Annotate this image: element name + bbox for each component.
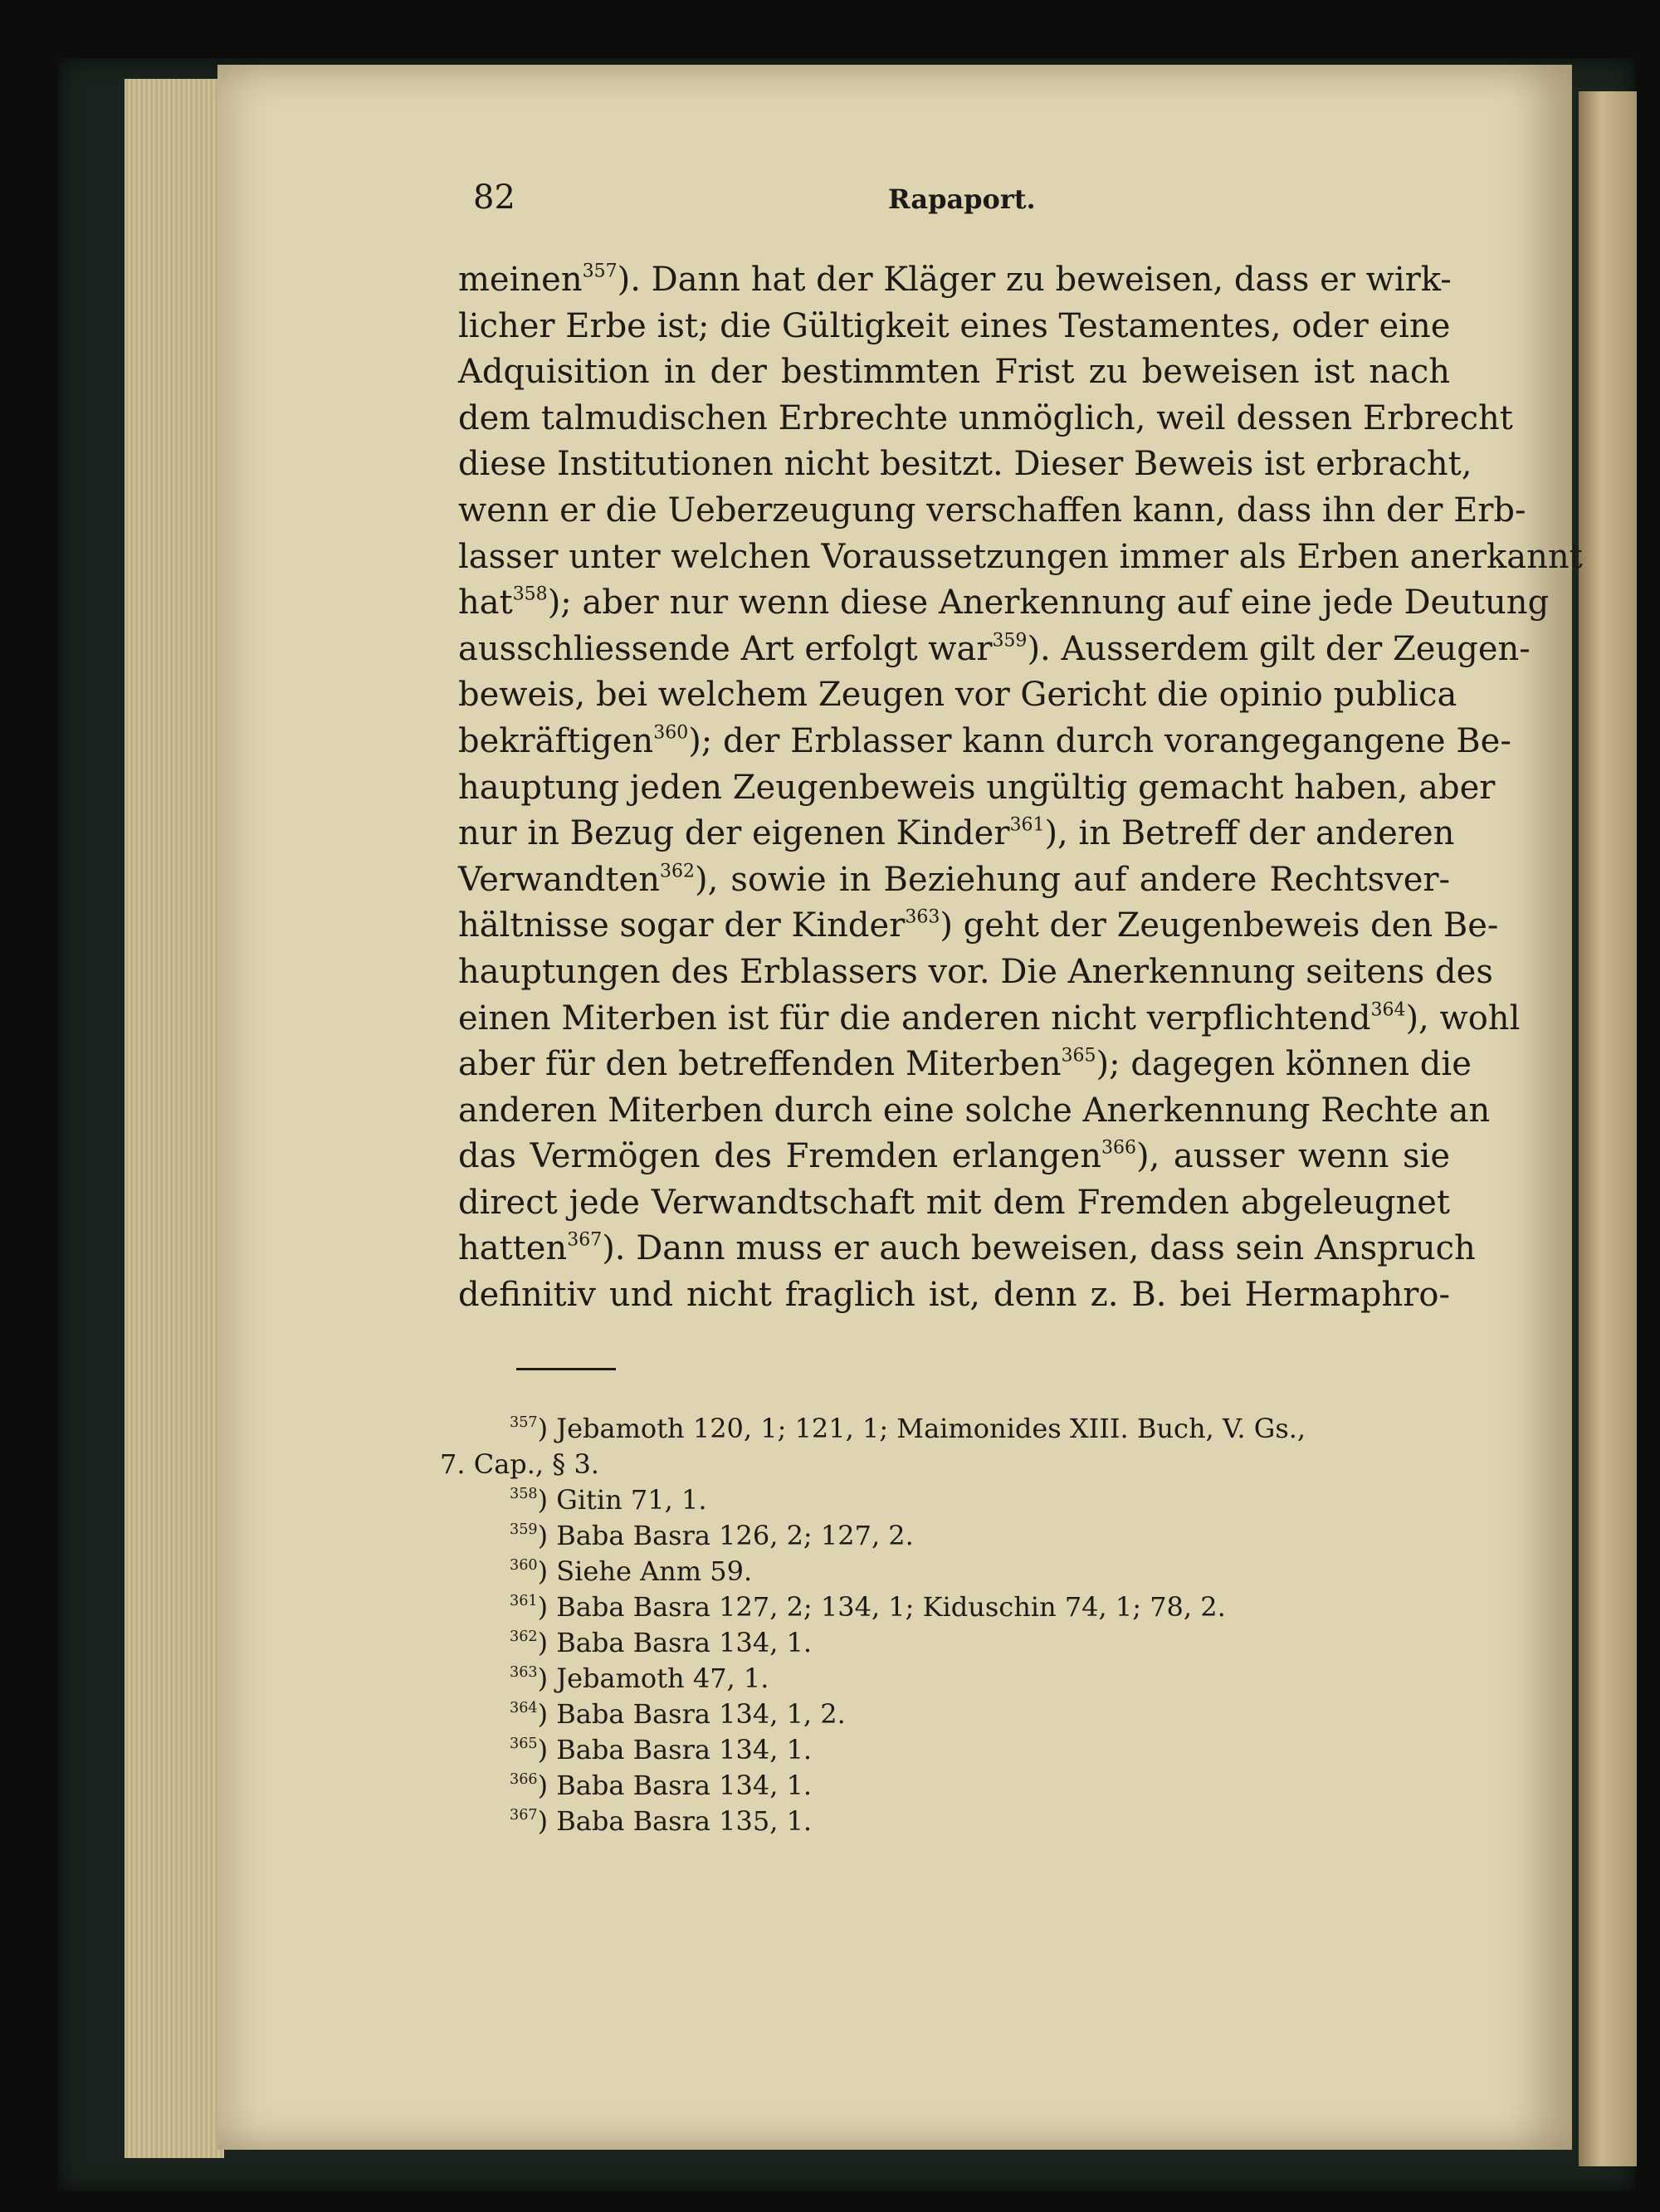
text-line: aber für den betreffenden Miterben$^{365}$); dagegen können die (458, 1045, 1472, 1084)
text-line: anderen Miterben durch eine solche Anerkennung Rechte an (458, 1091, 1491, 1130)
footnote-rule (516, 1368, 616, 1370)
running-head-title: Rapaport. (888, 183, 1036, 215)
text-line: einen Miterben ist für die anderen nicht verpflichtend$^{364}$), wohl (458, 999, 1521, 1038)
text-line: das Vermögen des Fremden erlangen$^{366}$), ausser wenn sie (458, 1137, 1450, 1176)
running-head (473, 178, 1448, 228)
footnote: $^{367}$) Baba Basra 135, 1. (510, 1805, 813, 1837)
text-line: beweis, bei welchem Zeugen vor Gericht die opinio publica (458, 676, 1457, 715)
footnote-continuation: 7. Cap., § 3. (440, 1448, 599, 1480)
text-line: definitiv und nicht fraglich ist, denn z. B. bei Hermaphro- (458, 1276, 1450, 1315)
text-line: lasser unter welchen Voraussetzungen immer als Erben anerkannt (458, 537, 1583, 576)
footnote: $^{358}$) Gitin 71, 1. (510, 1484, 707, 1516)
text-line: hat$^{358}$); aber nur wenn diese Anerkennung auf eine jede Deutung (458, 584, 1550, 623)
text-line: diese Institutionen nicht besitzt. Dieser Beweis ist erbracht, (458, 445, 1472, 484)
footnote: $^{359}$) Baba Basra 126, 2; 127, 2. (510, 1520, 914, 1551)
footnote: $^{364}$) Baba Basra 134, 1, 2. (510, 1698, 846, 1730)
footnote: $^{360}$) Siehe Anm 59. (510, 1555, 753, 1587)
main-text (458, 257, 1583, 1319)
page-number: 82 (473, 178, 515, 217)
text-line: ausschliessende Art erfolgt war$^{359}$). Ausserdem gilt der Zeugen- (458, 629, 1531, 668)
page-edges (124, 79, 224, 2158)
text-line: hauptungen des Erblassers vor. Die Anerkennung seitens des (458, 952, 1493, 991)
text-line: hatten$^{367}$). Dann muss er auch beweisen, dass sein Anspruch (458, 1229, 1476, 1268)
text-line: dem talmudischen Erbrechte unmöglich, weil dessen Erbrecht (458, 398, 1513, 437)
text-line: hältnisse sogar der Kinder$^{363}$) geht der Zeugenbeweis den Be- (458, 906, 1499, 945)
footnote: $^{361}$) Baba Basra 127, 2; 134, 1; Kiduschin 74, 1; 78, 2. (510, 1591, 1226, 1623)
text-line: Adquisition in der bestimmten Frist zu beweisen ist nach (458, 353, 1450, 392)
text-line: hauptung jeden Zeugenbeweis ungültig gemacht haben, aber (458, 768, 1496, 807)
footnote: $^{362}$) Baba Basra 134, 1. (510, 1627, 813, 1658)
text-line: Verwandten$^{362}$), sowie in Beziehung auf andere Rechtsver- (458, 860, 1450, 899)
text-line: direct jede Verwandtschaft mit dem Fremden abgeleugnet (458, 1183, 1450, 1222)
footnote: $^{357}$) Jebamoth 120, 1; 121, 1; Maimonides XIII. Buch, V. Gs., (510, 1413, 1306, 1444)
text-line: bekräftigen$^{360}$); der Erblasser kann durch vorangegangene Be- (458, 721, 1511, 760)
footnote: $^{363}$) Jebamoth 47, 1. (510, 1663, 769, 1694)
text-line: licher Erbe ist; die Gültigkeit eines Testamentes, oder eine (458, 306, 1451, 345)
text-line: wenn er die Ueberzeugung verschaffen kann, dass ihn der Erb- (458, 491, 1526, 530)
adjacent-page-edge (1579, 91, 1637, 2166)
footnotes (440, 1411, 1436, 1839)
footnote: $^{365}$) Baba Basra 134, 1. (510, 1734, 813, 1765)
text-line: meinen$^{357}$). Dann hat der Kläger zu beweisen, dass er wirk- (458, 261, 1452, 299)
footnote: $^{366}$) Baba Basra 134, 1. (510, 1770, 813, 1801)
text-line: nur in Bezug der eigenen Kinder$^{361}$), in Betreff der anderen (458, 814, 1455, 853)
